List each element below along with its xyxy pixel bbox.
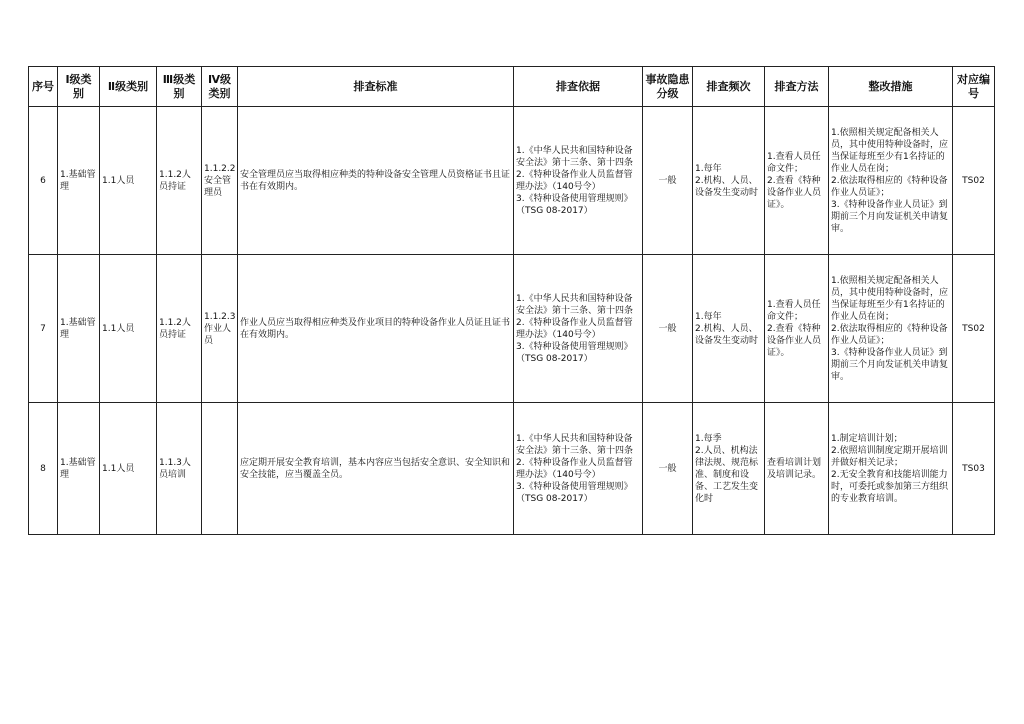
cell-level1: 1.基础管理 [58,107,100,255]
cell-level2: 1.1人员 [100,255,157,403]
cell-level3: 1.1.2人员持证 [157,255,202,403]
inspection-table [28,66,995,535]
measure-line: 1.依照相关规定配备相关人员，其中使用特种设备时，应当保证每班至少有1名持证的作业人员在岗； [831,127,949,174]
table-row [29,107,995,255]
header-no: 序号 [29,67,58,107]
measure-line: 1.依照相关规定配备相关人员，其中使用特种设备时，应当保证每班至少有1名持证的作业人员在岗； [831,275,949,322]
method-line: 1.查看人员任命文件； [767,151,821,174]
frequency-line: 1.每年 [695,311,722,322]
basis-line: 1.《中华人民共和国特种设备安全法》第十三条、第十四条 [516,433,634,456]
cell-basis [514,255,643,403]
cell-level2: 1.1人员 [100,107,157,255]
measure-line: 2.依法取得相应的《特种设备作业人员证》； [831,323,948,346]
cell-frequency [693,107,765,255]
header-level4: Ⅳ级类别 [202,67,238,107]
measure-line: 2.依法取得相应的《特种设备作业人员证》； [831,175,948,198]
cell-grade: 一般 [643,403,693,535]
method-line: 查看培训计划及培训记录。 [767,457,822,480]
cell-no: 8 [29,403,58,535]
measure-line: 1.制定培训计划； [831,433,903,444]
cell-level4: 1.1.2.3作业人员 [202,255,238,403]
basis-line: 1.《中华人民共和国特种设备安全法》第十三条、第十四条 [516,293,634,316]
cell-level4 [202,403,238,535]
basis-line: 3.《特种设备使用管理规则》（TSG 08-2017） [516,481,633,504]
cell-grade: 一般 [643,107,693,255]
header-measures: 整改措施 [829,67,953,107]
frequency-line: 2.机构、人员、设备发生变动时 [695,175,759,198]
measure-line: 2.无安全教育和技能培训能力时，可委托或参加第三方组织的专业教育培训。 [831,469,949,504]
basis-line: 3.《特种设备使用管理规则》（TSG 08-2017） [516,193,633,216]
basis-line: 2.《特种设备作业人员监督管理办法》（140号令） [516,169,633,192]
cell-frequency [693,403,765,535]
cell-measures [829,255,953,403]
cell-code: TS02 [953,255,995,403]
header-basis: 排查依据 [514,67,643,107]
cell-standard: 安全管理员应当取得相应种类的特种设备安全管理人员资格证书且证书在有效期内。 [238,107,514,255]
header-frequency: 排查频次 [693,67,765,107]
header-method: 排查方法 [765,67,829,107]
header-level2: Ⅱ级类别 [100,67,157,107]
header-grade: 事故隐患分级 [643,67,693,107]
table-row [29,403,995,535]
cell-level3: 1.1.2人员持证 [157,107,202,255]
cell-grade: 一般 [643,255,693,403]
cell-level1: 1.基础管理 [58,403,100,535]
cell-level2: 1.1人员 [100,403,157,535]
basis-line: 2.《特种设备作业人员监督管理办法》（140号令） [516,457,633,480]
cell-method [765,255,829,403]
frequency-line: 2.人员、机构法律法规、规范标准、制度和设备、工艺发生变化时 [695,445,759,504]
cell-method [765,403,829,535]
header-level1: Ⅰ级类别 [58,67,100,107]
cell-basis [514,107,643,255]
cell-code: TS02 [953,107,995,255]
measure-line: 3.《特种设备作业人员证》到期前三个月向发证机关申请复审。 [831,199,949,234]
cell-basis [514,403,643,535]
cell-no: 7 [29,255,58,403]
method-line: 1.查看人员任命文件； [767,299,821,322]
header-standard: 排查标准 [238,67,514,107]
header-level3: Ⅲ级类别 [157,67,202,107]
method-line: 2.查看《特种设备作业人员证》。 [767,175,822,210]
frequency-line: 1.每年 [695,163,722,174]
table-row [29,255,995,403]
cell-code: TS03 [953,403,995,535]
cell-measures [829,107,953,255]
cell-frequency [693,255,765,403]
cell-standard: 应定期开展安全教育培训，基本内容应当包括安全意识、安全知识和安全技能，应当覆盖全员。 [238,403,514,535]
cell-standard: 作业人员应当取得相应种类及作业项目的特种设备作业人员证且证书在有效期内。 [238,255,514,403]
frequency-line: 2.机构、人员、设备发生变动时 [695,323,759,346]
cell-no: 6 [29,107,58,255]
header-code: 对应编号 [953,67,995,107]
header-row [29,67,995,107]
cell-method [765,107,829,255]
basis-line: 3.《特种设备使用管理规则》（TSG 08-2017） [516,341,633,364]
measure-line: 2.依照培训制度定期开展培训并做好相关记录； [831,445,948,468]
cell-level1: 1.基础管理 [58,255,100,403]
measure-line: 3.《特种设备作业人员证》到期前三个月向发证机关申请复审。 [831,347,949,382]
cell-level3: 1.1.3人员培训 [157,403,202,535]
basis-line: 2.《特种设备作业人员监督管理办法》（140号令） [516,317,633,340]
cell-measures [829,403,953,535]
frequency-line: 1.每季 [695,433,722,444]
cell-level4: 1.1.2.2安全管理员 [202,107,238,255]
method-line: 2.查看《特种设备作业人员证》。 [767,323,822,358]
basis-line: 1.《中华人民共和国特种设备安全法》第十三条、第十四条 [516,145,634,168]
